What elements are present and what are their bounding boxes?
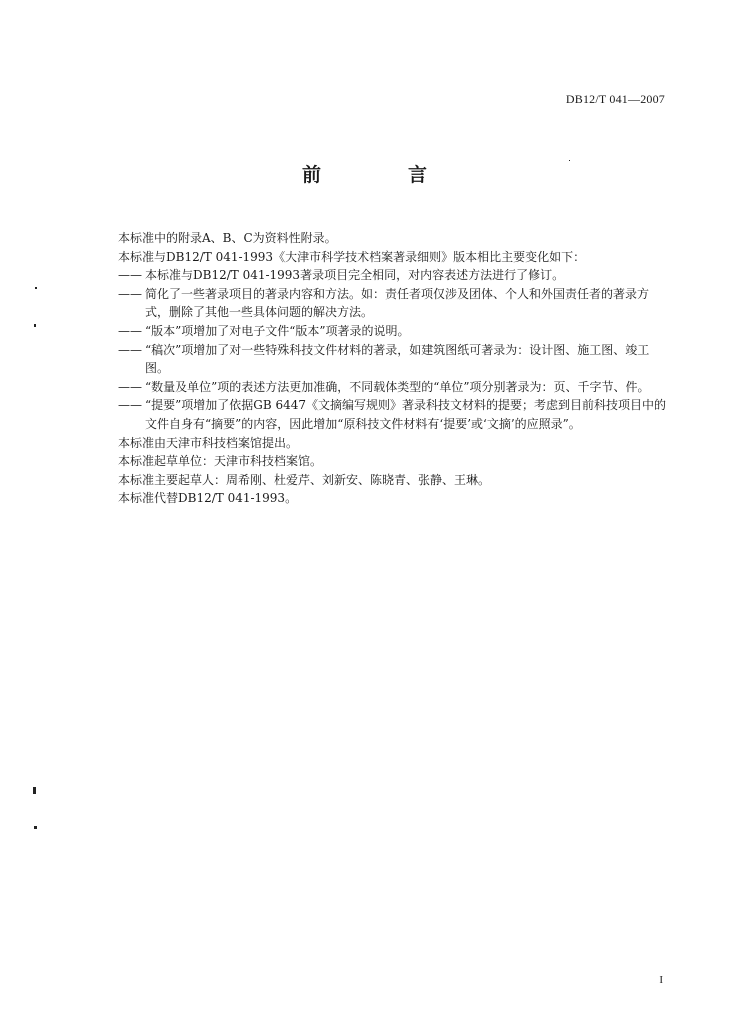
change-item-text: “数量及单位”项的表述方法更加准确，不同载体类型的“单位”项分别著录为：页、千字节、件。 [145,379,650,394]
change-item-text: “稿次”项增加了对一些特殊科技文件材料的著录，如建筑图纸可著录为：设计图、施工图、竣工图。 [145,342,650,376]
paragraph: 本标准中的附录A、B、C为资料性附录。 [118,231,337,245]
dash-marker: —— [118,286,142,301]
change-item [118,285,670,322]
change-item-text: 本标准与DB12/T 041-1993著录项目完全相同，对内容表述方法进行了修订。 [145,268,565,283]
change-item [118,322,670,341]
scan-speck [33,787,36,794]
dash-marker: —— [118,268,142,283]
scan-speck [34,324,36,327]
change-item [118,378,670,397]
paragraph: 本标准与DB12/T 041-1993《大津市科学技术档案著录细则》版本相比主要变化如下： [118,249,586,264]
change-item [118,341,670,378]
dash-marker: —— [118,342,142,357]
change-item [118,396,670,433]
page-number: I [659,974,663,986]
paragraph: 本标准起草单位：天津市科技档案馆。 [118,454,323,469]
dash-marker: —— [118,379,142,394]
document-code: DB12/T 041—2007 [565,92,665,106]
scan-speck [34,826,37,829]
change-item-text: “版本”项增加了对电子文件“版本”项著录的说明。 [145,323,410,338]
paragraph: 本标准代替DB12/T 041-1993。 [118,491,298,506]
page-title: 前 言 [301,164,461,186]
scan-speck [569,160,570,161]
scan-speck [35,287,37,289]
paragraph: 本标准主要起草人：周希刚、杜爱芹、刘新安、陈晓青、张静、王琳。 [118,472,491,487]
change-item-text: “提要”项增加了依据GB 6447《文摘编写规则》著录科技文材料的提要；考虑到目前科技项目中的文件自身有“摘要”的内容，因此增加“原科技文件材料有‘提要’或‘文摘’的应照录”。 [145,398,667,431]
paragraph: 本标准由天津市科技档案馆提出。 [118,435,299,450]
change-item [118,266,670,285]
dash-marker: —— [118,323,142,338]
change-item-text: 简化了一些著录项目的著录内容和方法。如：责任者项仅涉及团体、个人和外国责任者的著录方式，删除了其他一些具体问题的解决方法。 [145,286,650,320]
dash-marker: —— [118,398,142,413]
foreword-body [118,229,670,508]
